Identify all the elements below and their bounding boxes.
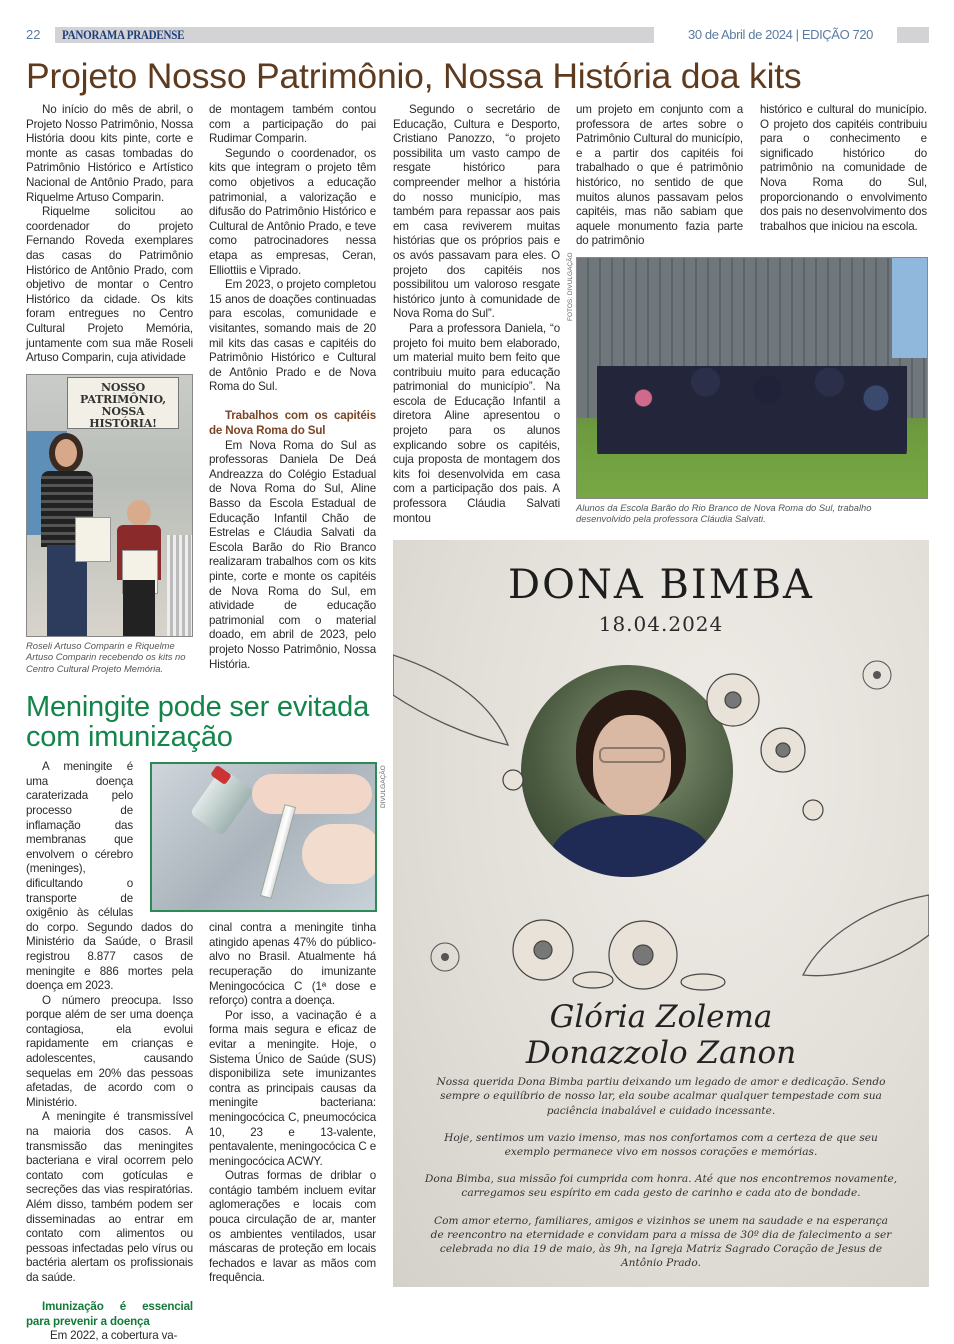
paragraph: Em Nova Roma do Sul as professoras Daniela De Deá Andreazza do Colégio Estadual de Nova Roma do Sul, Aline Basso da Escola Estadual de Educação Infantil Chão de Estrelas e Cláudia Salvati da Escola Barão do Rio Branco realizaram trabalhos com os kits pinte, corte e monte os capitéis de Nova Roma do Sul, em atividade de educação patrimonial com o material doado, em abril de 2023, pelo projeto Nosso Patrimônio, Nossa História. — [209, 438, 376, 671]
paragraph: Segundo o coordenador, os kits que integram o projeto têm como objetivos a educação patrimonial, a valorização e difusão do Patrimônio Histórico e Cultural de Antônio Prado, e teve como patrocinadores nessa etapa as empresas, Ceran, Elliottiis e Viprado. — [209, 146, 376, 277]
railing — [167, 535, 193, 637]
obituary-paragraph: Hoje, sentimos um vazio imenso, mas nos confortamos com a certeza de que seu exemplo permanece vivo em nossos corações e memórias. — [444, 1131, 878, 1159]
boy-pants — [123, 580, 155, 637]
subheading: Trabalhos com os capitéis de Nova Roma do Sul — [209, 409, 376, 438]
right-section — [393, 103, 929, 1287]
obituary-title: DONA BIMBA — [508, 562, 814, 609]
paragraph: Para a professora Daniela, “o projeto foi muito bem elaborado, um material muito bem feito que contribuiu muito para educação patrimonial do município”. Na escola de Educação Infantil a diretora Aline apresentou o projeto para os alunos explicando sobre os capitéis, cuja proposta de montagem dos kits foi desenvolvida em casa com a participação dos pais. A professora Cláudia Salvati montou — [393, 321, 560, 525]
obituary-date: 18.04.2024 — [598, 612, 724, 637]
article1-column-2 — [209, 103, 376, 672]
paragraph: histórico e cultural do município. O projeto dos capitéis contribuiu para o conhecimento e significado histórico do patrimônio na comunidade de Nova Roma do Sul, proporcionando o envolvimento dos pais no desenvolvimento dos trabalhos que iniciou na escola. — [760, 103, 927, 233]
students-group — [597, 318, 907, 478]
deceased-name-line1: Glória Zolema — [549, 999, 773, 1036]
vaccine-photo — [150, 762, 377, 912]
photo-caption: Alunos da Escola Barão do Rio Branco de Nova Roma do Sul, trabalho desenvolvido pela professora Cláudia Salvati. — [576, 501, 872, 525]
gloved-hand — [252, 774, 372, 814]
article2-body — [26, 760, 387, 1344]
woman-face — [55, 439, 77, 467]
photo-caption: Roseli Artuso Comparin e Riquelme Artuso Comparin recebendo os kits no Centro Cultural Projeto Memória. — [26, 639, 186, 674]
article1-column-4 — [576, 103, 743, 249]
photo-credit: DIVULGAÇÃO — [380, 765, 387, 809]
obituary-paragraph: Com amor eterno, familiares, amigos e vizinhos se unem na saudade e na esperança de reencontro na eternidade e convidam para a missa de 30º dia de falecimento a ser celebrada no dia 19 de maio, às 9h, na Igreja Matriz Sagrado Coração de Jesus de Antônio Prado. — [430, 1214, 892, 1270]
header-box — [897, 27, 929, 43]
syringe — [260, 804, 296, 899]
obituary-paragraph: Nossa querida Dona Bimba partiu deixando um legado de amor e dedicação. Sendo sempre o equilíbrio de nosso lar, ela soube acalmar qualquer tempestade com sua paciência inabalável e cuidado incessante. — [436, 1076, 886, 1117]
paragraph: Em 2022, a cobertura va- — [50, 1329, 178, 1343]
paragraph: No início do mês de abril, o Projeto Nosso Patrimônio, Nossa História doou kits pinte, corte e monte as casas tombadas do Patrimônio Histórico e Artístico Nacional de Antônio Prado, para Riquelme Artuso Comparin. — [26, 103, 193, 204]
obituary-ad — [393, 540, 929, 1287]
left-section — [26, 103, 387, 1344]
paragraph: Por isso, a vacinação é a forma mais segura e eficaz de evitar a meningite. Hoje, o Sistema Único de Saúde (SUS) disponibiliza sete imunizantes contra as principais causas da meningite bacteriana: meningocócica C, pneumocócica 10, 23 e 13-valente, pentavalente, meningocócica C e meningocócica ACWY. — [209, 1008, 376, 1168]
paragraph: Segundo o secretário de Educação, Cultura e Desporto, Cristiano Panozzo, “o projeto possibilita um vasto campo de resgate histórico para compreender melhor a história do nosso município, mas também para repassar aos pais em casa reviverem muitas histórias que os próprios pais e os avós passavam para eles. O projeto dos capitéis nos possibilitou um valoroso resgate histórico junto à comunidade de Nova Roma do Sul”. — [393, 103, 560, 321]
boy-face — [127, 500, 151, 526]
paragraph: um projeto em conjunto com a professora de artes sobre o Patrimônio Cultural do município, e a partir dos capitéis foi trabalhado o que é patrimônio histórico, no sentido de que muitos alunos passavam pelos capitéis, mas não sabiam que aquele monumento fazia parte do patrimônio — [576, 103, 743, 248]
article1-columns-4-5 — [567, 103, 929, 525]
paragraph: Em 2023, o projeto completou 15 anos de doações continuadas para escolas, comunidade e visitantes, somando mais de 20 mil kits das casas e capitéis do Patrimônio Histórico e Cultural de Antônio Prado e de Nova Roma do Sul. — [209, 278, 376, 394]
article1-column-5 — [760, 103, 927, 234]
obituary-text — [393, 1075, 929, 1270]
paragraph: Outras formas de driblar o contágio também incluem evitar aglomerações e locais com pouca circulação de ar, manter os ambientes ventilados, usar máscaras de proteção em locais fechados e lavar as mãos com frequência. — [209, 1169, 376, 1285]
obituary-paragraph: Dona Bimba, sua missão foi cumprida com honra. Até que nos encontremos novamente, carregamos seu espírito em cada gesto de carinho e cada ato de bondade. — [424, 1173, 898, 1200]
hand — [302, 824, 377, 884]
deceased-name-line2: Donazzolo Zanon — [525, 1035, 797, 1072]
page-number: 22 — [26, 27, 41, 42]
flower-wreath-icon — [483, 660, 843, 995]
paragraph: A meningite é transmissível na maioria dos casos. A transmissão das meningites bacteriana e viral ocorrem pelo contato com gotículas e secreções das vias respiratórias. Além disso, também podem ser disseminadas ao entrar em contato com alimentos ou pessoas infectadas pelo vírus ou bactéria alertam os profissionais da saúde. — [26, 1110, 193, 1284]
article-title: Projeto Nosso Patrimônio, Nossa História doa kits — [26, 56, 802, 96]
paragraph: Riquelme solicitou ao coordenador do projeto Fernando Roveda exemplares das casas do Patrimônio Histórico de Antônio Prado, com objetivo de montar o Centro Histórico da cidade. Os kits foram entregues no Centro Cultural Projeto Memória, juntamente com sua mãe Roseli Artuso Comparin, cuja atividade — [26, 205, 193, 365]
publication-name: PANORAMA PRADENSE — [62, 27, 185, 42]
article1-column-3 — [393, 103, 560, 526]
kit-poster — [75, 517, 111, 562]
subheading: Imunização é essencial para prevenir a doença — [26, 1300, 193, 1328]
photo-roseli-riquelme — [26, 374, 193, 637]
article1-column-1 — [26, 103, 193, 674]
article2-title: Meningite pode ser evitada com imunização — [26, 691, 370, 754]
date-edition: 30 de Abril de 2024 | EDIÇÃO 720 — [688, 27, 873, 42]
paragraph: de montagem também contou com a participação do pai Rudimar Comparin. — [209, 103, 376, 146]
paragraph: A meningite é uma doença caraterizada pelo processo de inflamação das membranas que envolvem o cérebro (meninges), dificultando o transporte de oxigênio às células do corpo. Segundo dados do Ministério da Saúde, o Brasil registrou 8.877 casos de meningite e 886 mortes pela doença em 2023. — [26, 760, 193, 993]
paragraph: cinal contra a meningite tinha atingido apenas 47% do público-alvo no Brasil. Atualmente há recuperação do imunizante Meningocócica C (1ª dose e reforço) contra a doença. — [209, 921, 376, 1008]
sign-nosso-patrimonio: NOSSO PATRIMÔNIO, NOSSA HISTÓRIA! — [67, 377, 179, 429]
paragraph: O número preocupa. Isso porque além de ser uma doença contagiosa, ela evolui rapidamente em crianças e adolescentes, causando sequelas em 20% das pessoas afetadas, de acordo com o Ministério. — [26, 993, 193, 1109]
photo-credit: FOTOS: DIVULGAÇÃO — [567, 252, 574, 321]
photo-students — [576, 257, 928, 499]
